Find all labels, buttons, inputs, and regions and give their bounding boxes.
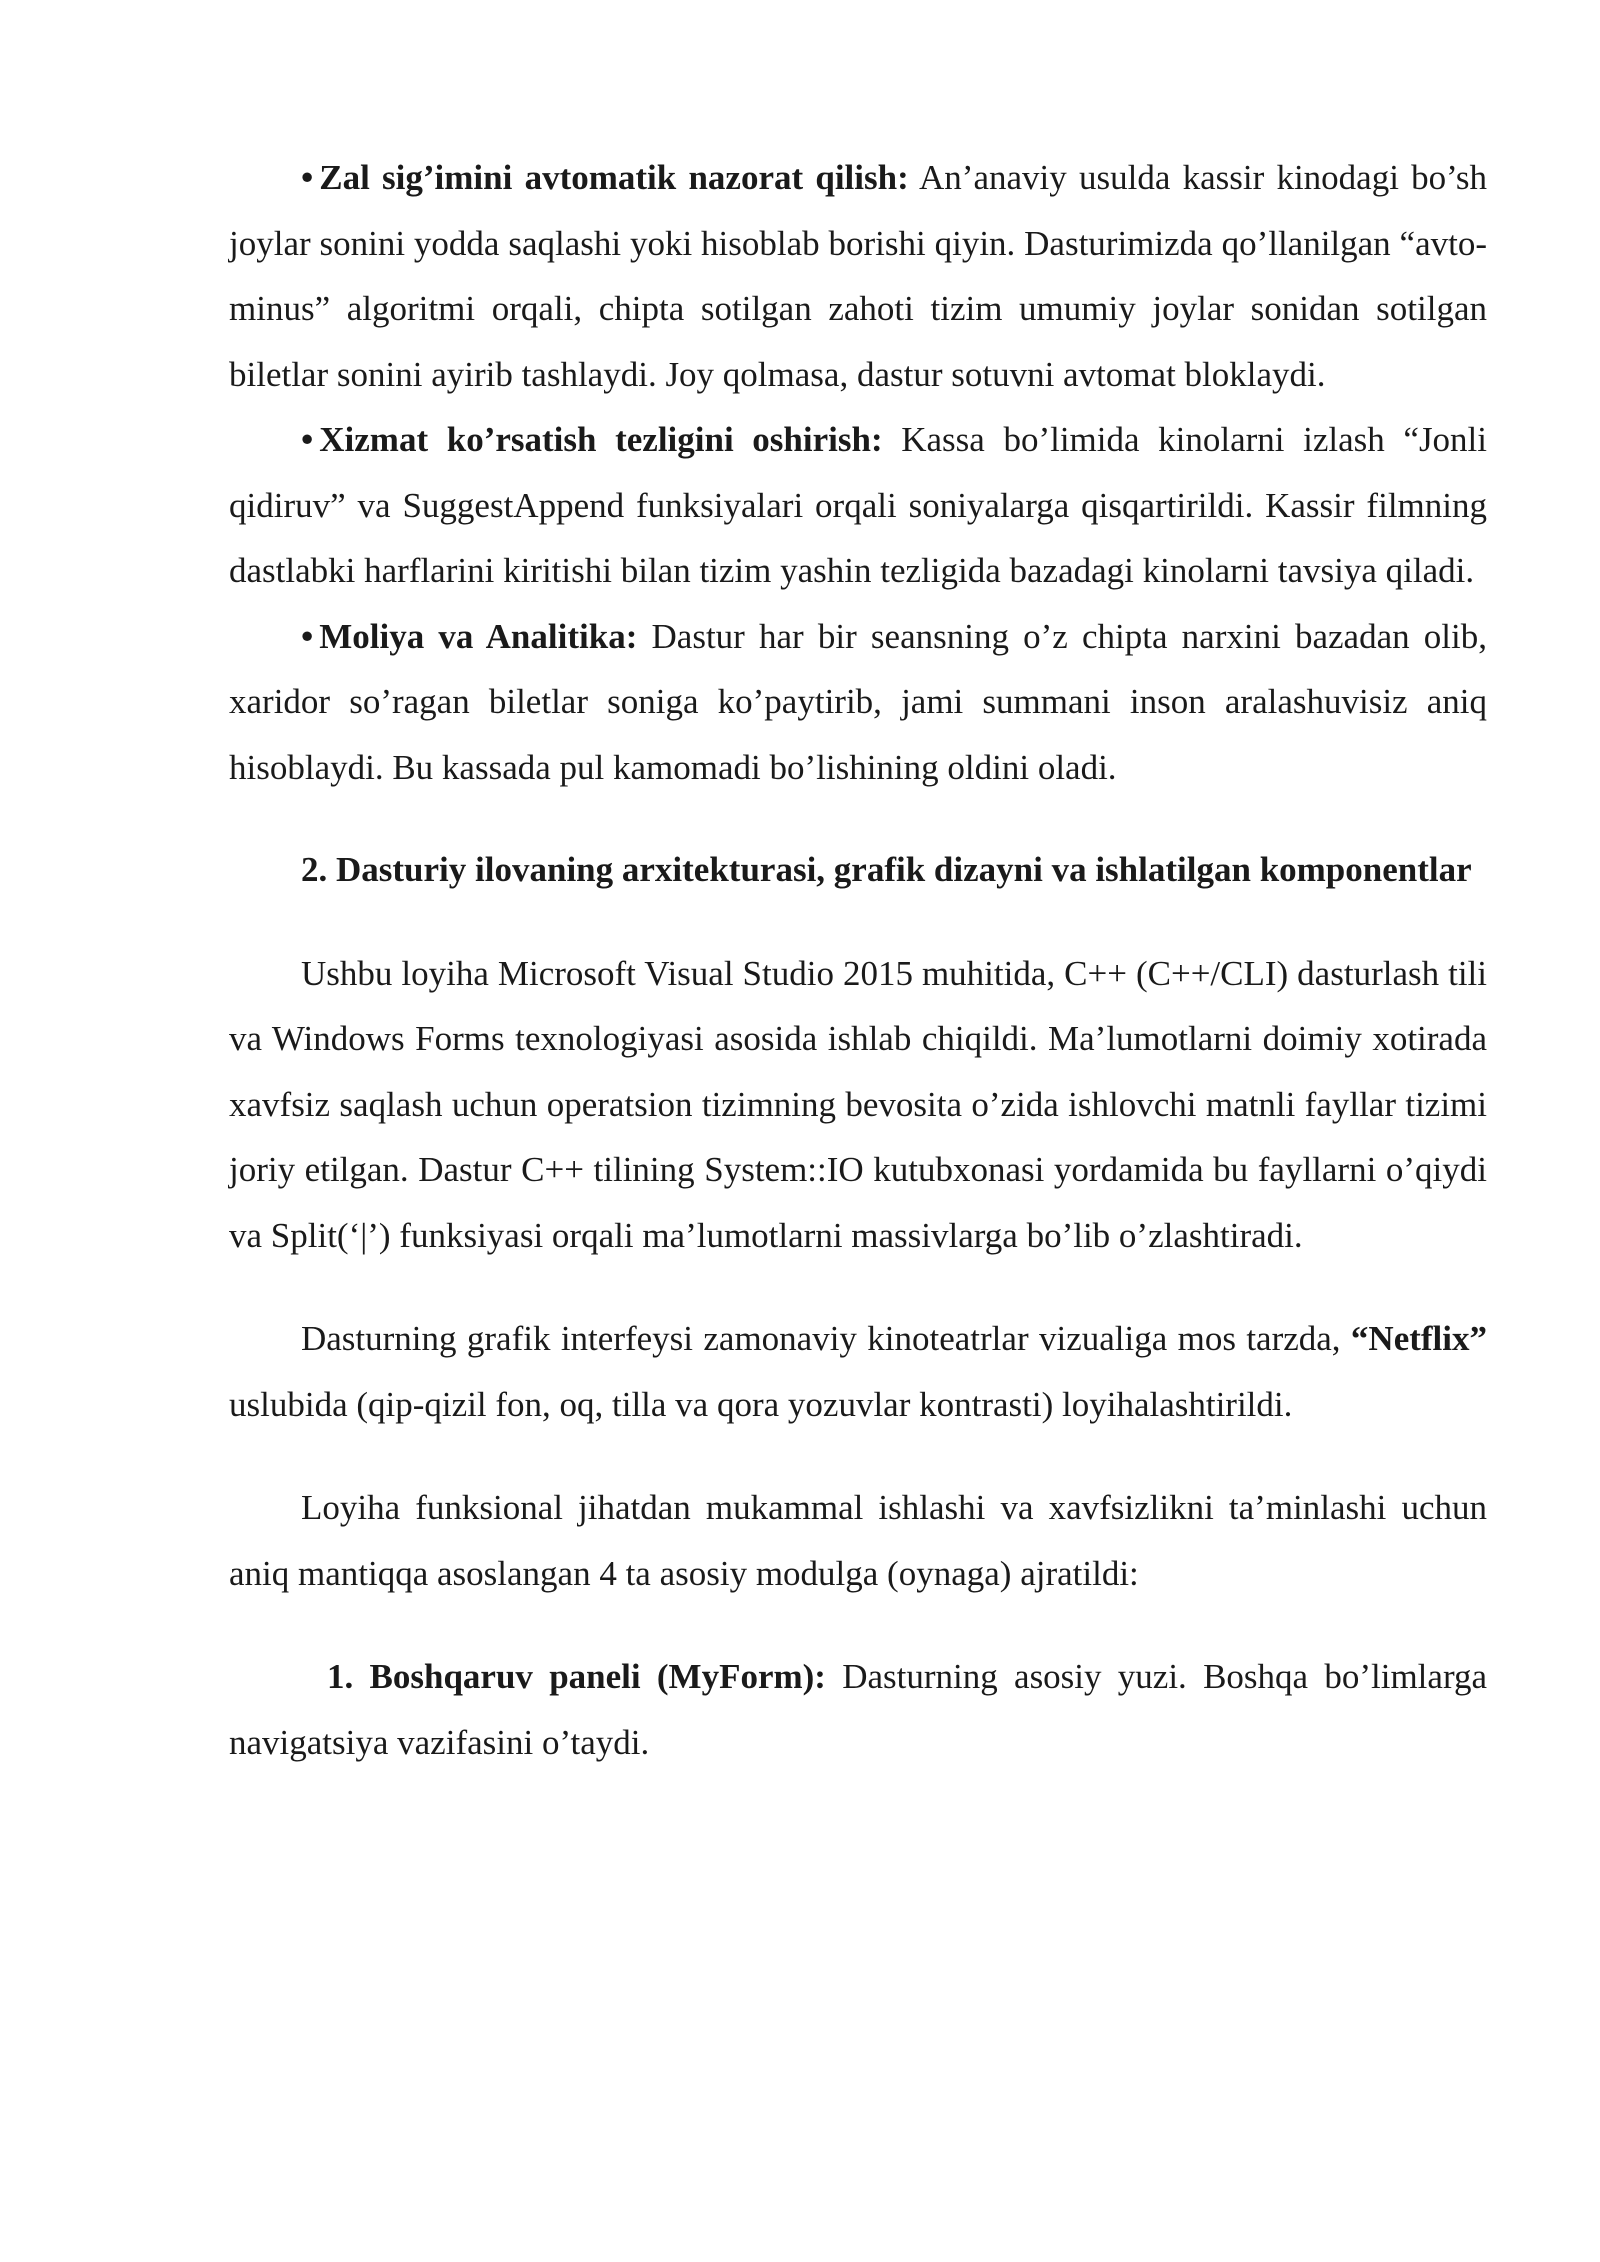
bullet-text: Dastur har bir seansning o’z chipta narxini bazadan olib, xaridor so’ragan biletlar soniga ko’paytirib, jami summani inson aralashuvisiz aniq hisoblaydi. Bu kassada pul kamomadi bo’lishining oldini oladi.	[229, 616, 1487, 787]
bullet-item-finance-analytics	[229, 604, 1487, 801]
bullet-symbol: •	[301, 420, 314, 459]
bullet-title: Moliya va Analitika:	[319, 616, 638, 656]
paragraph-design-text-before: Dasturning grafik interfeysi zamonaviy kinoteatrlar vizualiga mos tarzda,	[301, 1319, 1351, 1358]
bullet-text: Kassa bo’limida kinolarni izlash “Jonli qidiruv” va SuggestAppend funksiyalari orqali soniyalarga qisqartirildi. Kassir filmning dastlabki harflarini kiritishi bilan tizim yashin tezligida bazadagi kinolarni tavsiya qiladi.	[229, 420, 1488, 590]
section-heading: 2. Dasturiy ilovaning arxitekturasi, grafik dizayni va ishlatilgan komponentlar	[301, 850, 1472, 889]
bullet-item-hall-capacity	[229, 145, 1487, 407]
document-page	[229, 145, 1487, 1775]
paragraph-modules: Loyiha funksional jihatdan mukammal ishlashi va xavfsizlikni ta’minlashi uchun aniq mantiqqa asoslangan 4 ta asosiy modulga (oynaga) ajratildi:	[229, 1488, 1487, 1593]
bullet-item-service-speed	[229, 407, 1487, 604]
paragraph-design-text-after: uslubida (qip-qizil fon, oq, tilla va qora yozuvlar kontrasti) loyihalashtirildi.	[229, 1384, 1293, 1424]
numbered-item-text: Dasturning asosiy yuzi. Boshqa bo’limlarga navigatsiya vazifasini o’taydi.	[229, 1657, 1487, 1762]
bullet-text: An’anaviy usulda kassir kinodagi bo’sh joylar sonini yodda saqlashi yoki hisoblab borishi qiyin. Dasturimizda qo’llanilgan “avto-minus” algoritmi orqali, chipta sotilgan zahoti tizim umumiy joylar sonidan sotilgan biletlar sonini ayirib tashlaydi. Joy qolmasa, dastur sotuvni avtomat bloklaydi.	[229, 158, 1487, 394]
bullet-symbol: •	[301, 616, 314, 656]
numbered-item-control-panel	[229, 1644, 1487, 1775]
numbered-item-title: 1. Boshqaruv paneli (MyForm):	[327, 1657, 826, 1696]
paragraph-design-bold: “Netflix”	[1350, 1319, 1487, 1358]
bullet-symbol: •	[301, 158, 314, 197]
paragraph-architecture: Ushbu loyiha Microsoft Visual Studio 2015 muhitida, C++ (C++/CLI) dasturlash tili va Windows Forms texnologiyasi asosida ishlab chiqildi. Ma’lumotlarni doimiy xotirada xavfsiz saqlash uchun operatsion tizimning bevosita o’zida ishlovchi matnli fayllar tizimi joriy etilgan. Dastur C++ tilining System::IO kutubxonasi yordamida bu fayllarni o’qiydi va Split(‘|’) funksiyasi orqali ma’lumotlarni massivlarga bo’lib o’zlashtiradi.	[229, 953, 1487, 1255]
bullet-title: Xizmat ko’rsatish tezligini oshirish:	[319, 420, 883, 459]
bullet-title: Zal sig’imini avtomatik nazorat qilish:	[319, 158, 909, 197]
paragraph-design	[229, 1306, 1487, 1437]
